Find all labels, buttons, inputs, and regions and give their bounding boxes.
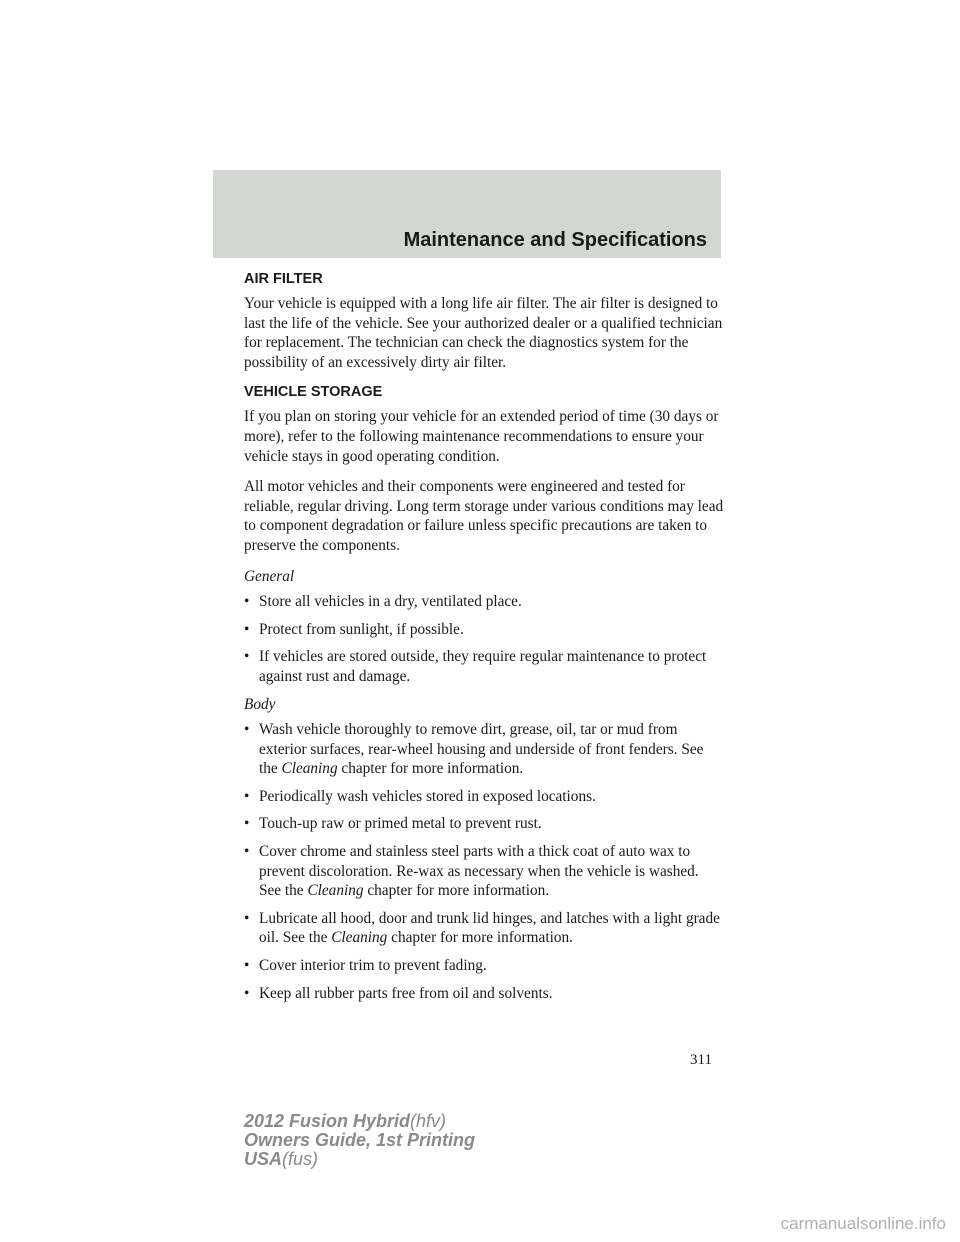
list-item: • Store all vehicles in a dry, ventilated place. [244,593,522,611]
list-item: • Cover chrome and stainless steel parts with a thick coat of auto wax to prevent discoloration. Re-wax as necessary when the vehicle is washed. See the Cleaning chapter for more information. [244,843,699,900]
bullet-icon: • [244,815,250,833]
bullet-icon: • [244,721,250,739]
vehicle-storage-heading: VEHICLE STORAGE [244,384,383,401]
bullet-icon: • [244,909,250,927]
bullet-icon: • [244,648,250,666]
vehicle-storage-paragraph-2: All motor vehicles and their components were engineered and tested for reliable, regular driving. Long term storage under various conditions may lead to component degradation or failure unless specific precautions are taken to preserve the components. [244,478,724,554]
page-number: 311 [690,1052,712,1068]
bullet-icon: • [244,620,250,638]
watermark: carmanualsonline.info [780,1214,946,1233]
list-item: • Cover interior trim to prevent fading. [244,957,487,975]
list-item: • If vehicles are stored outside, they require regular maintenance to protect against rust and damage. [244,648,707,685]
list-item: • Lubricate all hood, door and trunk lid hinges, and latches with a light grade oil. See the Cleaning chapter for more information. [244,909,720,947]
bullet-icon: • [244,843,250,861]
air-filter-heading: AIR FILTER [244,271,323,287]
bullet-icon: • [244,984,250,1002]
section-title: Maintenance and Specifications [403,229,707,251]
bullet-icon: • [244,957,250,975]
general-list [244,592,724,686]
list-item: • Touch-up raw or primed metal to prevent rust. [244,815,542,833]
cleaning-chapter-reference: Cleaning [281,760,338,778]
cleaning-chapter-reference: Cleaning [307,882,364,900]
list-item: • Protect from sunlight, if possible. [244,620,464,638]
page-content [244,270,724,1011]
list-item: • Periodically wash vehicles stored in exposed locations. [244,787,596,805]
general-subheading: General [244,567,295,585]
document-footer [244,1112,475,1169]
bullet-icon: • [244,787,250,805]
section-header-band [213,170,721,258]
footer-line-1: 2012 Fusion Hybrid(hfv) [244,1111,447,1131]
body-list [244,720,724,1003]
footer-line-3: USA(fus) [244,1149,319,1169]
air-filter-paragraph: Your vehicle is equipped with a long life air filter. The air filter is designed to last the life of the vehicle. See your authorized dealer or a qualified technician for replacement. The technician can check the diagnostics system for the possibility of an excessively dirty air filter. [244,295,723,371]
list-item: • Wash vehicle thoroughly to remove dirt, grease, oil, tar or mud from exterior surfaces, rear-wheel housing and underside of front fenders. See the Cleaning chapter for more information. [244,721,704,778]
list-item: • Keep all rubber parts free from oil and solvents. [244,984,553,1002]
vehicle-storage-paragraph-1: If you plan on storing your vehicle for an extended period of time (30 days or more), refer to the following maintenance recommendations to ensure your vehicle stays in good operating condition. [244,408,719,465]
footer-line-2: Owners Guide, 1st Printing [244,1130,476,1150]
body-subheading: Body [244,695,276,713]
cleaning-chapter-reference: Cleaning [331,929,388,947]
bullet-icon: • [244,593,250,611]
